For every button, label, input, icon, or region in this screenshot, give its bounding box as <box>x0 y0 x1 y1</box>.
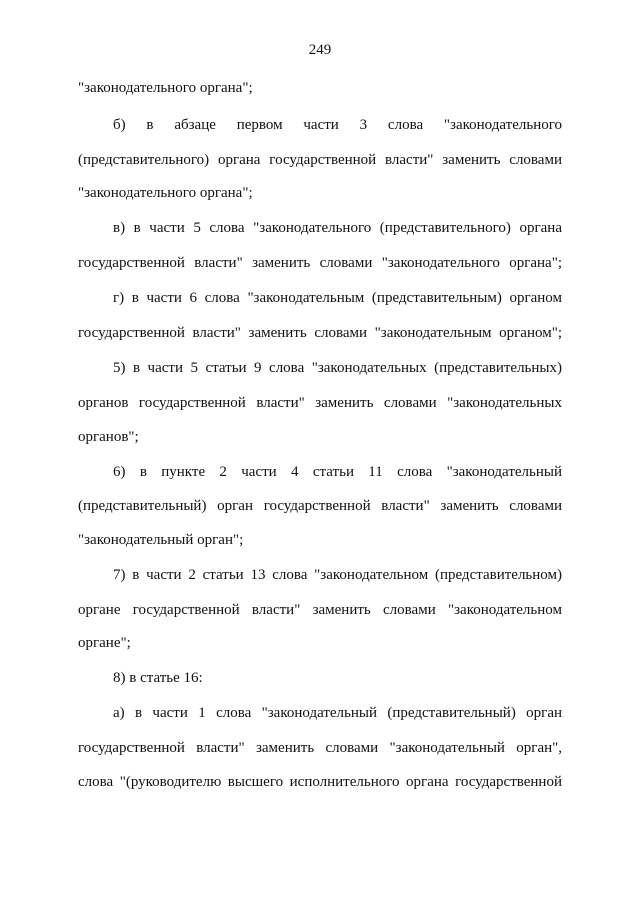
text-line: б) в абзаце первом части 3 слова "законодательного <box>113 117 562 133</box>
text-line: органов государственной власти" заменить словами "законодательных <box>78 395 562 411</box>
text-line: органе государственной власти" заменить словами "законодательном <box>78 602 562 618</box>
text-line: слова "(руководителю высшего исполнительного органа государственной <box>78 774 562 790</box>
text-line: органе"; <box>78 635 131 651</box>
text-line: г) в части 6 слова "законодательным (представительным) органом <box>113 290 562 306</box>
text-line: "законодательный орган"; <box>78 532 244 548</box>
text-line: 6) в пункте 2 части 4 статьи 11 слова "законодательный <box>113 464 562 480</box>
text-line: а) в части 1 слова "законодательный (представительный) орган <box>113 705 562 721</box>
text-line: 5) в части 5 статьи 9 слова "законодательных (представительных) <box>113 360 562 376</box>
text-line: органов"; <box>78 429 139 445</box>
text-line: "законодательного органа"; <box>78 80 253 96</box>
text-line: в) в части 5 слова "законодательного (представительного) органа <box>113 220 562 236</box>
text-line: 8) в статье 16: <box>113 670 203 686</box>
text-line: государственной власти" заменить словами "законодательным органом"; <box>78 325 562 341</box>
text-line: государственной власти" заменить словами "законодательный орган", <box>78 740 562 756</box>
text-line: государственной власти" заменить словами "законодательного органа"; <box>78 255 562 271</box>
text-line: (представительный) орган государственной власти" заменить словами <box>78 498 562 514</box>
text-line: "законодательного органа"; <box>78 185 253 201</box>
text-line: (представительного) органа государственной власти" заменить словами <box>78 152 562 168</box>
text-line: 7) в части 2 статьи 13 слова "законодательном (представительном) <box>113 567 562 583</box>
page-number: 249 <box>308 42 332 58</box>
